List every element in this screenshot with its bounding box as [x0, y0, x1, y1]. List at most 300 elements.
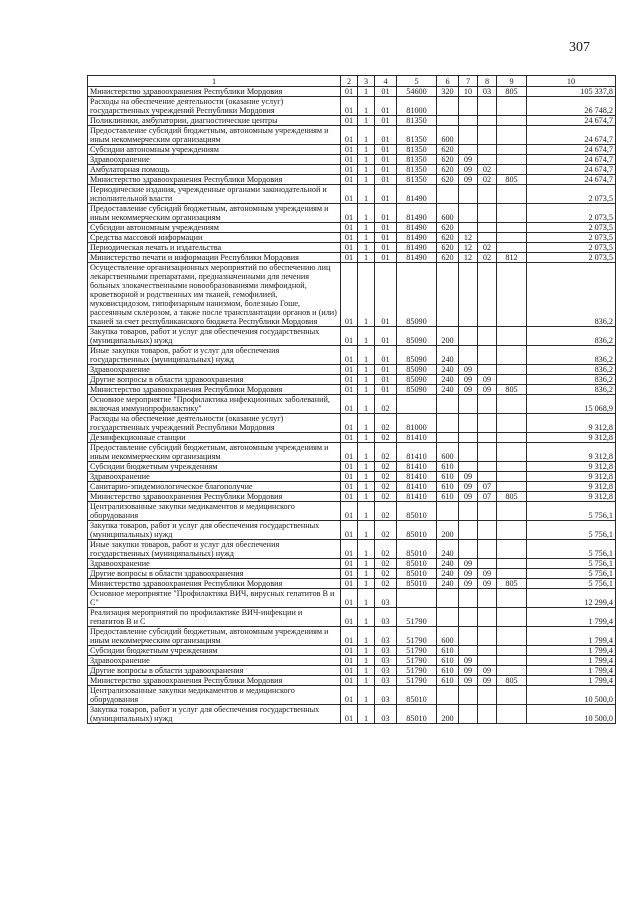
code-cell: 1 [358, 145, 375, 155]
code-cell: 01 [341, 579, 358, 589]
code-cell: 01 [375, 145, 397, 155]
code-cell: 85090 [397, 346, 437, 365]
amount-cell: 1 799,4 [527, 608, 616, 627]
header-row [88, 76, 616, 87]
code-cell [497, 666, 527, 676]
code-cell: 01 [341, 569, 358, 579]
code-cell [478, 233, 497, 243]
table-row [88, 433, 616, 443]
code-cell: 02 [375, 433, 397, 443]
table-row [88, 223, 616, 233]
code-cell [437, 433, 459, 443]
code-cell: 01 [375, 204, 397, 223]
code-cell [497, 165, 527, 175]
code-cell: 09 [459, 365, 478, 375]
code-cell: 01 [341, 462, 358, 472]
code-cell: 81000 [397, 414, 437, 433]
code-cell: 01 [341, 646, 358, 656]
code-cell [497, 627, 527, 646]
code-cell [478, 263, 497, 327]
code-cell [459, 263, 478, 327]
code-cell: 07 [478, 482, 497, 492]
table-row [88, 375, 616, 385]
code-cell: 1 [358, 656, 375, 666]
code-cell: 01 [341, 686, 358, 705]
code-cell [437, 589, 459, 608]
code-cell [497, 608, 527, 627]
header-cell: 5 [397, 76, 437, 87]
row-name: Здравоохранение [88, 365, 341, 375]
code-cell: 600 [437, 126, 459, 145]
table-row [88, 666, 616, 676]
code-cell: 03 [375, 646, 397, 656]
code-cell [459, 627, 478, 646]
row-name: Субсидии автономным учреждениям [88, 145, 341, 155]
code-cell: 09 [459, 666, 478, 676]
code-cell: 81000 [397, 97, 437, 116]
row-name: Министерство здравоохранения Республики Мордовия [88, 385, 341, 395]
table-row [88, 502, 616, 521]
amount-cell: 10 500,0 [527, 705, 616, 724]
code-cell: 1 [358, 482, 375, 492]
row-name: Дезинфекционные станции [88, 433, 341, 443]
code-cell: 85010 [397, 502, 437, 521]
row-name: Субсидии бюджетным учреждениям [88, 646, 341, 656]
amount-cell: 5 756,1 [527, 569, 616, 579]
header-cell: 1 [88, 76, 341, 87]
code-cell: 01 [375, 155, 397, 165]
amount-cell: 2 073,5 [527, 204, 616, 223]
amount-cell: 10 500,0 [527, 686, 616, 705]
code-cell: 1 [358, 676, 375, 686]
code-cell: 10 [459, 87, 478, 97]
code-cell: 81350 [397, 116, 437, 126]
code-cell: 1 [358, 116, 375, 126]
code-cell [497, 97, 527, 116]
code-cell: 01 [341, 126, 358, 145]
amount-cell: 26 748,2 [527, 97, 616, 116]
code-cell: 09 [459, 559, 478, 569]
code-cell: 01 [341, 87, 358, 97]
table-row [88, 263, 616, 327]
code-cell [459, 395, 478, 414]
code-cell: 1 [358, 646, 375, 656]
code-cell [397, 395, 437, 414]
code-cell: 85090 [397, 263, 437, 327]
header-cell: 3 [358, 76, 375, 87]
row-name: Министерство здравоохранения Республики Мордовия [88, 175, 341, 185]
table-row [88, 126, 616, 145]
code-cell: 81350 [397, 126, 437, 145]
code-cell: 620 [437, 253, 459, 263]
code-cell: 01 [341, 559, 358, 569]
code-cell [459, 126, 478, 145]
code-cell [459, 540, 478, 559]
code-cell: 01 [375, 327, 397, 346]
code-cell: 03 [375, 705, 397, 724]
table-row [88, 705, 616, 724]
code-cell: 1 [358, 375, 375, 385]
table-row [88, 165, 616, 175]
budget-table [87, 75, 616, 724]
code-cell: 02 [375, 395, 397, 414]
row-name: Здравоохранение [88, 656, 341, 666]
code-cell: 85090 [397, 327, 437, 346]
code-cell: 51790 [397, 656, 437, 666]
code-cell: 01 [375, 233, 397, 243]
code-cell: 1 [358, 253, 375, 263]
code-cell: 1 [358, 472, 375, 482]
code-cell [437, 608, 459, 627]
row-name: Другие вопросы в области здравоохранения [88, 666, 341, 676]
code-cell: 01 [375, 175, 397, 185]
code-cell: 1 [358, 155, 375, 165]
code-cell [397, 589, 437, 608]
amount-cell: 9 312,8 [527, 414, 616, 433]
table-row [88, 579, 616, 589]
amount-cell: 2 073,5 [527, 233, 616, 243]
code-cell: 1 [358, 87, 375, 97]
amount-cell: 9 312,8 [527, 472, 616, 482]
code-cell: 620 [437, 223, 459, 233]
code-cell: 1 [358, 185, 375, 204]
code-cell: 01 [341, 521, 358, 540]
code-cell: 1 [358, 233, 375, 243]
code-cell [497, 559, 527, 569]
amount-cell: 9 312,8 [527, 482, 616, 492]
code-cell: 81490 [397, 233, 437, 243]
amount-cell: 9 312,8 [527, 443, 616, 462]
row-name: Средства массовой информации [88, 233, 341, 243]
code-cell [478, 433, 497, 443]
code-cell: 09 [478, 385, 497, 395]
amount-cell: 12 299,4 [527, 589, 616, 608]
code-cell: 03 [375, 686, 397, 705]
code-cell [459, 608, 478, 627]
code-cell [478, 97, 497, 116]
code-cell: 01 [341, 175, 358, 185]
code-cell: 85010 [397, 569, 437, 579]
code-cell [497, 145, 527, 155]
code-cell [437, 97, 459, 116]
table-row [88, 676, 616, 686]
code-cell: 01 [375, 365, 397, 375]
amount-cell: 9 312,8 [527, 462, 616, 472]
code-cell: 09 [459, 155, 478, 165]
code-cell: 01 [341, 443, 358, 462]
code-cell: 85010 [397, 579, 437, 589]
code-cell: 81350 [397, 165, 437, 175]
code-cell: 09 [459, 482, 478, 492]
code-cell: 01 [341, 472, 358, 482]
amount-cell: 1 799,4 [527, 646, 616, 656]
code-cell: 01 [341, 502, 358, 521]
header-cell: 8 [478, 76, 497, 87]
row-name: Другие вопросы в области здравоохранения [88, 375, 341, 385]
code-cell [478, 705, 497, 724]
amount-cell: 9 312,8 [527, 492, 616, 502]
code-cell [497, 155, 527, 165]
table-row [88, 589, 616, 608]
code-cell: 03 [375, 656, 397, 666]
code-cell: 620 [437, 155, 459, 165]
row-name: Министерство здравоохранения Республики Мордовия [88, 579, 341, 589]
code-cell: 1 [358, 327, 375, 346]
code-cell [459, 443, 478, 462]
code-cell: 1 [358, 165, 375, 175]
code-cell [478, 223, 497, 233]
code-cell [497, 204, 527, 223]
table-row [88, 608, 616, 627]
code-cell: 03 [375, 676, 397, 686]
code-cell: 1 [358, 569, 375, 579]
code-cell [459, 462, 478, 472]
header-cell: 7 [459, 76, 478, 87]
code-cell: 02 [478, 165, 497, 175]
code-cell: 81490 [397, 185, 437, 204]
code-cell [459, 116, 478, 126]
code-cell: 02 [375, 462, 397, 472]
code-cell [478, 608, 497, 627]
table-row [88, 482, 616, 492]
code-cell: 01 [341, 253, 358, 263]
code-cell: 1 [358, 223, 375, 233]
code-cell: 01 [375, 375, 397, 385]
code-cell: 01 [341, 233, 358, 243]
row-name: Здравоохранение [88, 472, 341, 482]
code-cell [478, 155, 497, 165]
table-row [88, 686, 616, 705]
row-name: Министерство здравоохранения Республики Мордовия [88, 492, 341, 502]
code-cell [497, 482, 527, 492]
code-cell: 620 [437, 233, 459, 243]
code-cell: 51790 [397, 608, 437, 627]
code-cell: 200 [437, 327, 459, 346]
code-cell: 81410 [397, 443, 437, 462]
code-cell: 85010 [397, 559, 437, 569]
table-row [88, 569, 616, 579]
code-cell [497, 395, 527, 414]
code-cell: 01 [375, 243, 397, 253]
table-row [88, 243, 616, 253]
code-cell [459, 521, 478, 540]
amount-cell: 15 068,9 [527, 395, 616, 414]
code-cell: 03 [375, 666, 397, 676]
code-cell: 02 [478, 243, 497, 253]
code-cell: 12 [459, 253, 478, 263]
code-cell: 610 [437, 666, 459, 676]
code-cell [478, 443, 497, 462]
code-cell [478, 365, 497, 375]
code-cell: 01 [341, 385, 358, 395]
code-cell: 01 [341, 145, 358, 155]
code-cell [497, 502, 527, 521]
table-row [88, 204, 616, 223]
code-cell [497, 656, 527, 666]
code-cell: 1 [358, 263, 375, 327]
code-cell: 01 [375, 165, 397, 175]
code-cell [497, 223, 527, 233]
code-cell: 1 [358, 559, 375, 569]
row-name: Предоставление субсидий бюджетным, автономным учреждениям и иным некоммерческим организациям [88, 204, 341, 223]
code-cell: 240 [437, 375, 459, 385]
code-cell [497, 346, 527, 365]
code-cell: 02 [375, 559, 397, 569]
code-cell: 09 [478, 579, 497, 589]
code-cell: 610 [437, 482, 459, 492]
code-cell [459, 327, 478, 346]
code-cell: 09 [459, 656, 478, 666]
amount-cell: 5 756,1 [527, 540, 616, 559]
code-cell: 02 [478, 175, 497, 185]
code-cell: 805 [497, 492, 527, 502]
code-cell: 01 [341, 540, 358, 559]
code-cell: 01 [341, 492, 358, 502]
code-cell: 1 [358, 627, 375, 646]
code-cell: 01 [341, 414, 358, 433]
code-cell: 01 [341, 327, 358, 346]
code-cell: 81490 [397, 223, 437, 233]
code-cell: 01 [341, 627, 358, 646]
code-cell: 02 [375, 579, 397, 589]
code-cell: 02 [478, 253, 497, 263]
code-cell: 600 [437, 443, 459, 462]
code-cell: 1 [358, 385, 375, 395]
code-cell [497, 462, 527, 472]
code-cell: 81490 [397, 204, 437, 223]
code-cell: 1 [358, 686, 375, 705]
code-cell: 02 [375, 414, 397, 433]
row-name: Поликлиники, амбулатории, диагностические центры [88, 116, 341, 126]
row-name: Здравоохранение [88, 155, 341, 165]
code-cell: 610 [437, 492, 459, 502]
code-cell [437, 414, 459, 433]
code-cell: 81410 [397, 462, 437, 472]
table-row [88, 414, 616, 433]
code-cell: 1 [358, 540, 375, 559]
code-cell [478, 627, 497, 646]
code-cell [459, 433, 478, 443]
code-cell: 09 [459, 385, 478, 395]
code-cell [459, 223, 478, 233]
code-cell [459, 589, 478, 608]
code-cell [478, 346, 497, 365]
code-cell: 81350 [397, 145, 437, 155]
code-cell: 09 [478, 676, 497, 686]
code-cell [459, 145, 478, 155]
code-cell [497, 472, 527, 482]
table-row [88, 116, 616, 126]
table-row [88, 87, 616, 97]
row-name: Санитарно-эпидемиологическое благополучие [88, 482, 341, 492]
code-cell: 610 [437, 656, 459, 666]
code-cell: 09 [478, 375, 497, 385]
table-row [88, 443, 616, 462]
code-cell: 1 [358, 365, 375, 375]
row-name: Централизованные закупки медикаментов и медицинского оборудования [88, 686, 341, 705]
code-cell: 09 [459, 579, 478, 589]
code-cell: 01 [341, 116, 358, 126]
code-cell: 610 [437, 472, 459, 482]
code-cell: 81410 [397, 472, 437, 482]
code-cell: 85090 [397, 375, 437, 385]
code-cell [478, 145, 497, 155]
code-cell: 03 [375, 589, 397, 608]
amount-cell: 836,2 [527, 385, 616, 395]
code-cell [497, 443, 527, 462]
code-cell: 01 [341, 608, 358, 627]
code-cell [437, 185, 459, 204]
amount-cell: 2 073,5 [527, 253, 616, 263]
code-cell: 51790 [397, 676, 437, 686]
amount-cell: 9 312,8 [527, 433, 616, 443]
code-cell: 09 [459, 492, 478, 502]
code-cell [497, 686, 527, 705]
row-name: Министерство здравоохранения Республики Мордовия [88, 676, 341, 686]
code-cell [437, 263, 459, 327]
amount-cell: 105 337,8 [527, 87, 616, 97]
code-cell: 09 [459, 569, 478, 579]
code-cell [459, 204, 478, 223]
row-name: Предоставление субсидий бюджетным, автономным учреждениям и иным некоммерческим организациям [88, 627, 341, 646]
header-cell: 2 [341, 76, 358, 87]
row-name: Периодические издания, учрежденные органами законодательной и исполнительной власти [88, 185, 341, 204]
code-cell [497, 433, 527, 443]
code-cell [497, 540, 527, 559]
row-name: Министерство печати и информации Республики Мордовия [88, 253, 341, 263]
code-cell: 01 [341, 263, 358, 327]
code-cell [497, 521, 527, 540]
code-cell: 85010 [397, 540, 437, 559]
table-row [88, 521, 616, 540]
table-row [88, 253, 616, 263]
code-cell: 03 [478, 87, 497, 97]
row-name: Предоставление субсидий бюджетным, автономным учреждениям и иным некоммерческим организациям [88, 126, 341, 145]
amount-cell: 836,2 [527, 365, 616, 375]
amount-cell: 24 674,7 [527, 145, 616, 155]
code-cell: 02 [375, 521, 397, 540]
code-cell: 85010 [397, 686, 437, 705]
table-row [88, 385, 616, 395]
code-cell: 02 [375, 502, 397, 521]
code-cell [497, 233, 527, 243]
code-cell: 610 [437, 462, 459, 472]
code-cell [459, 97, 478, 116]
code-cell: 01 [375, 126, 397, 145]
table-row [88, 656, 616, 666]
amount-cell: 836,2 [527, 346, 616, 365]
code-cell: 1 [358, 589, 375, 608]
code-cell: 09 [459, 375, 478, 385]
code-cell: 805 [497, 385, 527, 395]
code-cell: 600 [437, 627, 459, 646]
row-name: Другие вопросы в области здравоохранения [88, 569, 341, 579]
header-cell: 6 [437, 76, 459, 87]
code-cell: 51790 [397, 666, 437, 676]
amount-cell: 1 799,4 [527, 676, 616, 686]
code-cell: 02 [375, 443, 397, 462]
code-cell: 01 [375, 185, 397, 204]
code-cell [437, 686, 459, 705]
code-cell: 805 [497, 676, 527, 686]
code-cell: 09 [478, 569, 497, 579]
code-cell: 1 [358, 243, 375, 253]
row-name: Основное мероприятие "Профилактика инфекционных заболеваний, включая иммунопрофилактику" [88, 395, 341, 414]
code-cell: 1 [358, 462, 375, 472]
code-cell [497, 126, 527, 145]
row-name: Расходы на обеспечение деятельности (оказание услуг) государственных учреждений Республики Мордовия [88, 414, 341, 433]
amount-cell: 2 073,5 [527, 185, 616, 204]
